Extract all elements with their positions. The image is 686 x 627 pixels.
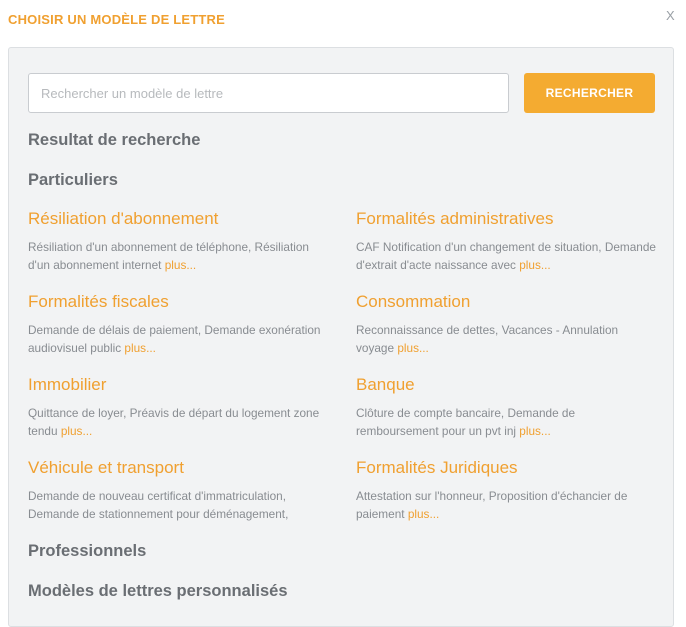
category-description: Demande de nouveau certificat d'immatriculation, Demande de stationnement pour déménagement, (28, 489, 289, 521)
category-description: Reconnaissance de dettes, Vacances - Annulation voyage plus... (356, 323, 619, 355)
category-title-link[interactable]: Consommation (356, 292, 471, 311)
results-heading: Resultat de recherche (28, 131, 201, 149)
category-description: Résiliation d'un abonnement de téléphone, Résiliation d'un abonnement internet plus... (28, 240, 309, 272)
more-link[interactable]: plus... (164, 258, 197, 272)
category-description: Clôture de compte bancaire, Demande de remboursement pour un pvt inj plus... (356, 406, 576, 438)
section-personnalises[interactable]: Modèles de lettres personnalisés (28, 582, 288, 600)
more-link[interactable]: plus... (519, 424, 551, 438)
category-title-link[interactable]: Véhicule et transport (28, 458, 184, 477)
section-professionnels[interactable]: Professionnels (28, 542, 147, 560)
category-title-link[interactable]: Formalités Juridiques (356, 458, 518, 477)
category-title-link[interactable]: Formalités fiscales (28, 292, 169, 311)
category-formalites-fiscales (28, 292, 328, 357)
category-description: CAF Notification d'un changement de situation, Demande d'extrait d'acte naissance avec plus... (356, 240, 656, 272)
close-icon[interactable]: X (666, 8, 675, 23)
more-link[interactable]: plus... (124, 341, 156, 355)
section-particuliers: Particuliers (28, 171, 118, 189)
category-formalites-juridiques (356, 458, 656, 523)
more-link[interactable]: plus... (60, 424, 93, 438)
category-description: Attestation sur l'honneur, Proposition d'échancier de paiement plus... (356, 489, 628, 521)
category-resiliation (28, 209, 328, 274)
category-consommation (356, 292, 656, 357)
category-formalites-administratives (356, 209, 656, 274)
more-link[interactable]: plus... (407, 507, 440, 521)
more-link[interactable]: plus... (397, 341, 429, 355)
modal-title: CHOISIR UN MODÈLE DE LETTRE (8, 12, 226, 27)
category-title-link[interactable]: Formalités administratives (356, 209, 554, 228)
category-immobilier (28, 375, 328, 440)
more-link[interactable]: plus... (519, 258, 551, 272)
category-vehicule-transport (28, 458, 328, 523)
category-banque (356, 375, 656, 440)
category-title-link[interactable]: Immobilier (28, 375, 107, 394)
search-input[interactable] (28, 73, 509, 113)
category-description: Quittance de loyer, Préavis de départ du logement zone tendu plus... (28, 406, 320, 438)
category-title-link[interactable]: Résiliation d'abonnement (28, 209, 219, 228)
category-description: Demande de délais de paiement, Demande exonération audiovisuel public plus... (28, 323, 321, 355)
search-button[interactable]: RECHERCHER (524, 73, 655, 113)
modal-panel (8, 47, 674, 627)
category-title-link[interactable]: Banque (356, 375, 415, 394)
